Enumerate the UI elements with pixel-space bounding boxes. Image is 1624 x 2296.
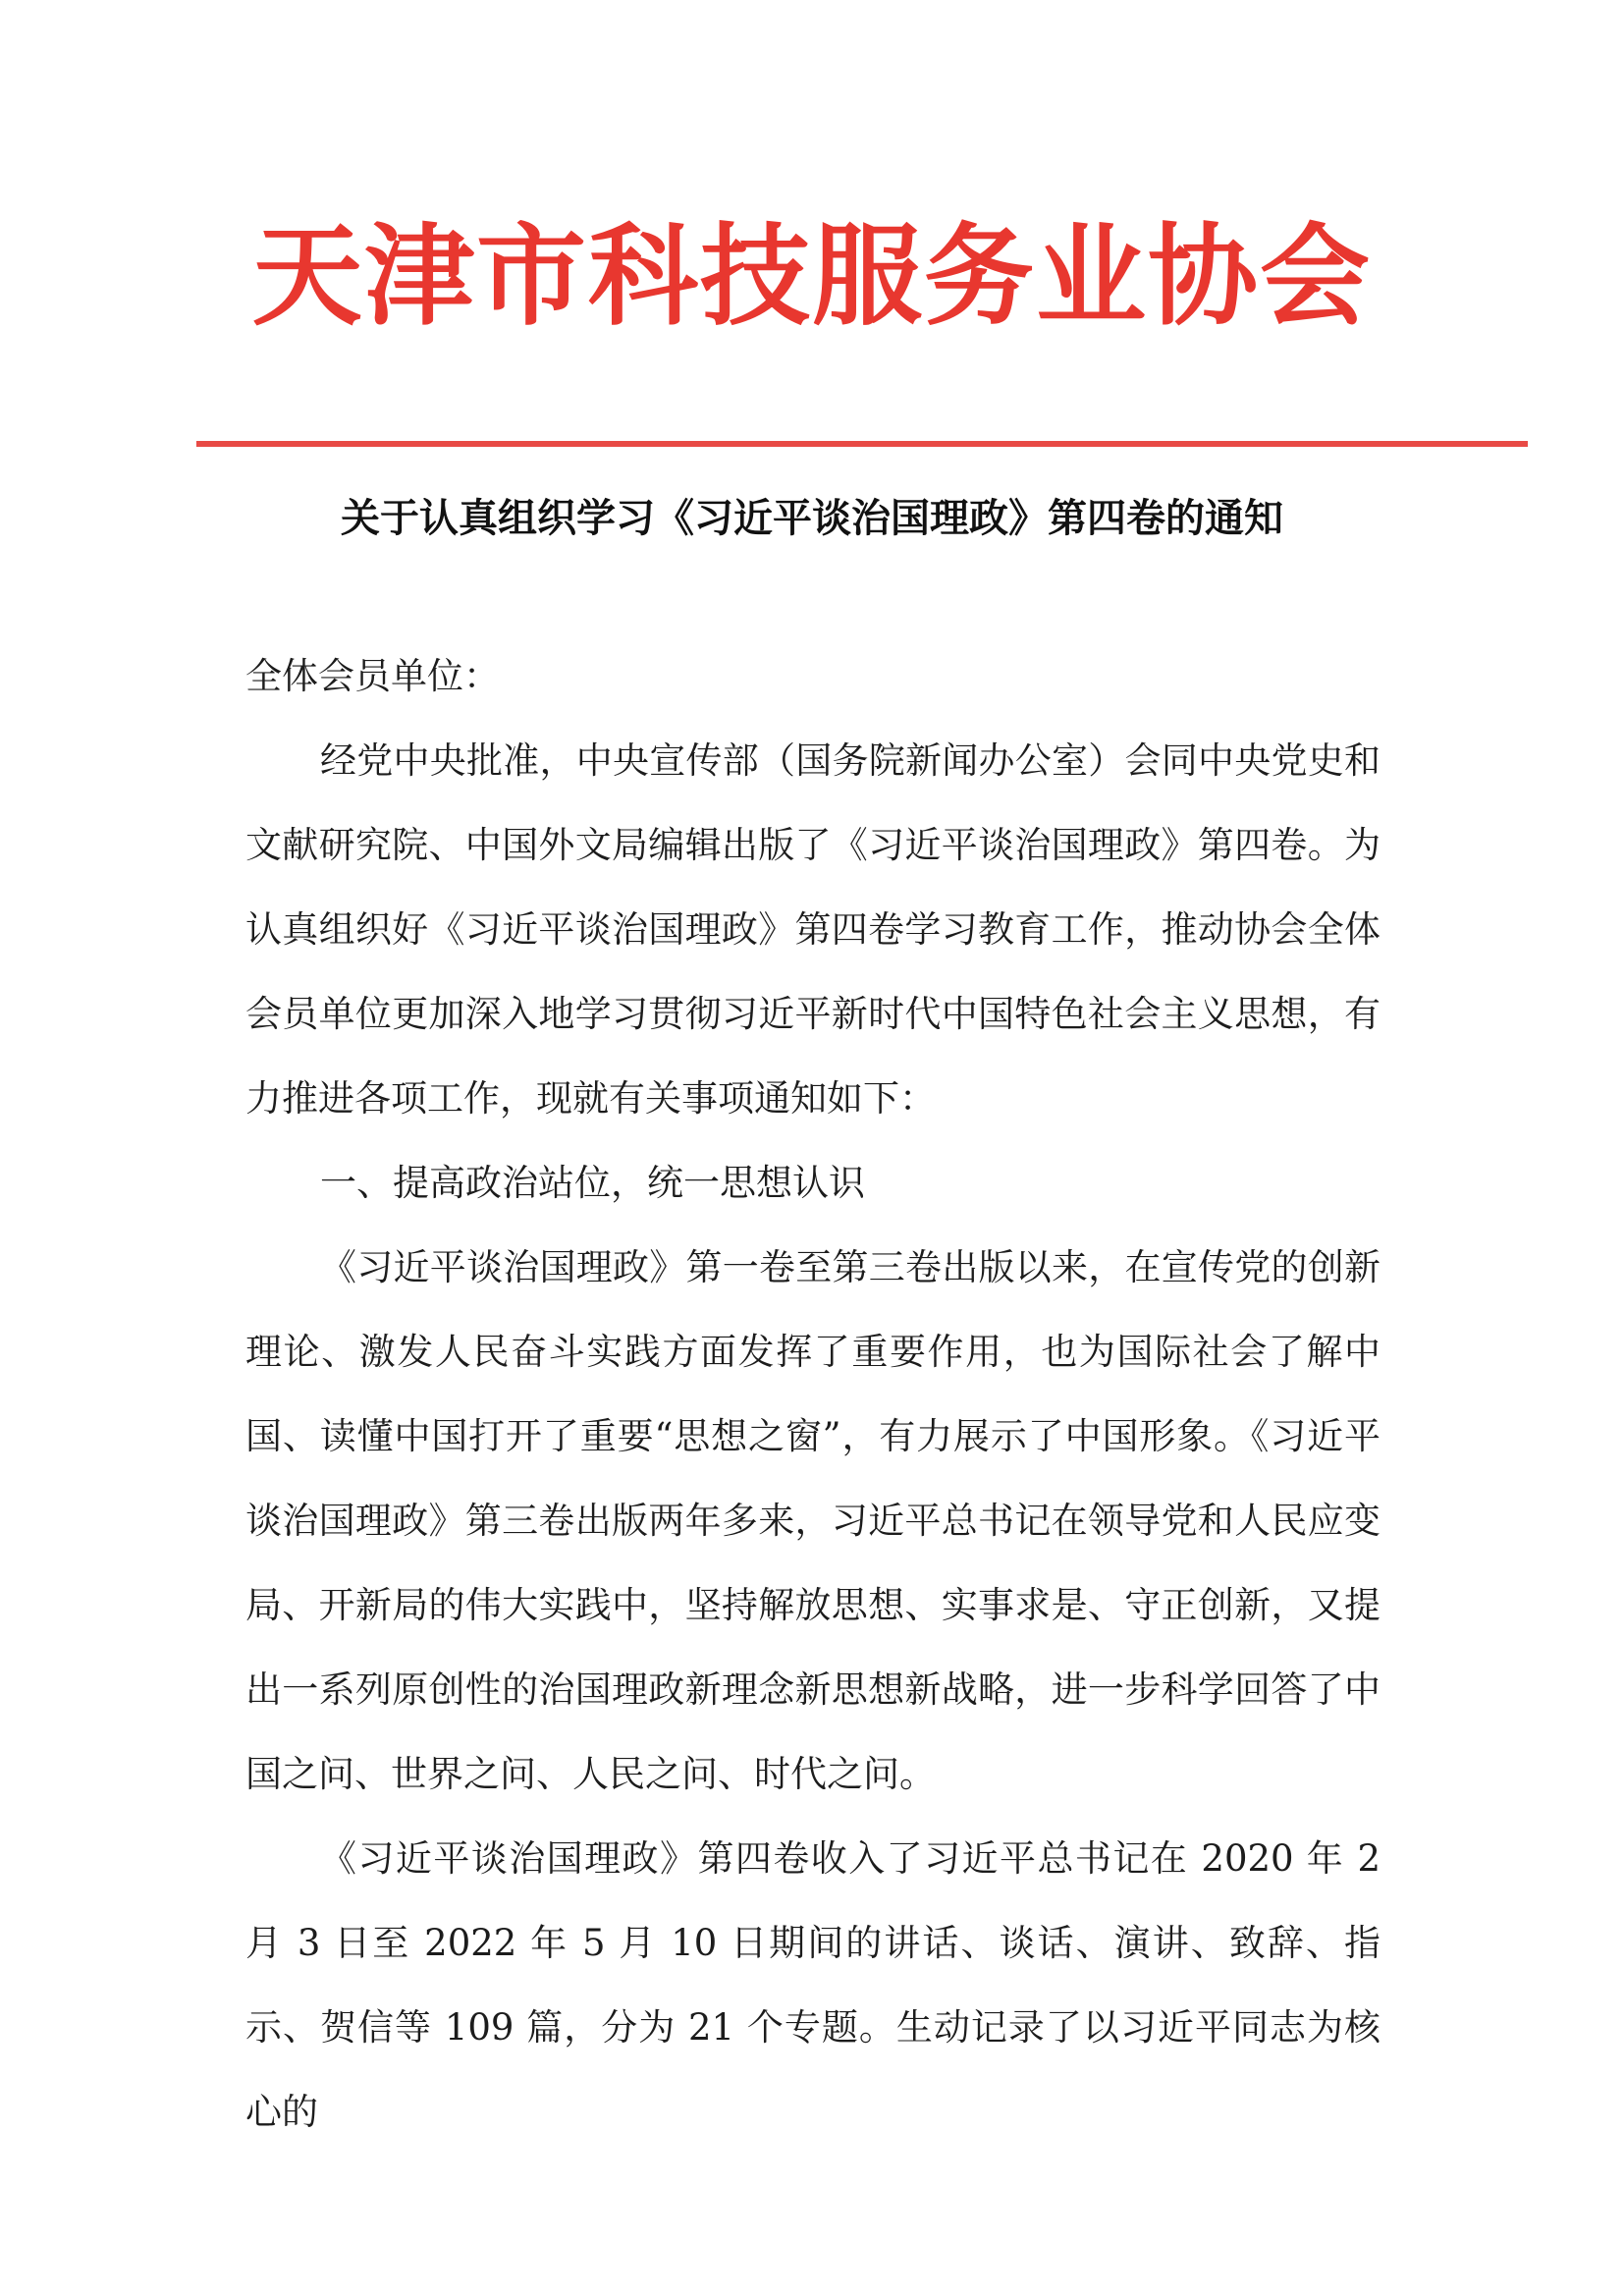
section-heading-1: 一、提高政治站位，统一思想认识 <box>320 1162 865 1204</box>
paragraph-background: 《习近平谈治国理政》第一卷至第三卷出版以来，在宣传党的创新理论、激发人民奋斗实践方面发挥了重要作用，也为国际社会了解中国、读懂中国打开了重要“思想之窗”，有力展示了中国形象。《习近平谈治国理政》第三卷出版两年多来，习近平总书记在领导党和人民应变局、开新局的伟大实践中，坚持解放思想、实事求是、守正创新，又提出一系列原创性的治国理政新理念新思想新战略，进一步科学回答了中国之问、世界之问、人民之问、时代之问。 <box>245 1246 1380 1795</box>
letterhead-org-name: 天津市科技服务业协会 <box>252 212 1372 341</box>
letterhead-red-rule <box>196 441 1528 447</box>
salutation: 全体会员单位： <box>245 655 500 697</box>
notice-title: 关于认真组织学习《习近平谈治国理政》第四卷的通知 <box>341 495 1283 541</box>
notice-body <box>245 634 1380 2155</box>
paragraph-intro: 经党中央批准，中央宣传部（国务院新闻办公室）会同中央党史和文献研究院、中国外文局编辑出版了《习近平谈治国理政》第四卷。为认真组织好《习近平谈治国理政》第四卷学习教育工作，推动协会全体会员单位更加深入地学习贯彻习近平新时代中国特色社会主义思想，有力推进各项工作，现就有关事项通知如下： <box>245 739 1380 1120</box>
paragraph-volume-four: 《习近平谈治国理政》第四卷收入了习近平总书记在 2020 年 2 月 3 日至 2022 年 5 月 10 日期间的讲话、谈话、演讲、致辞、指示、贺信等 109 篇，分为 21 个专题。生动记录了以习近平同志为核心的 <box>245 1837 1380 2133</box>
